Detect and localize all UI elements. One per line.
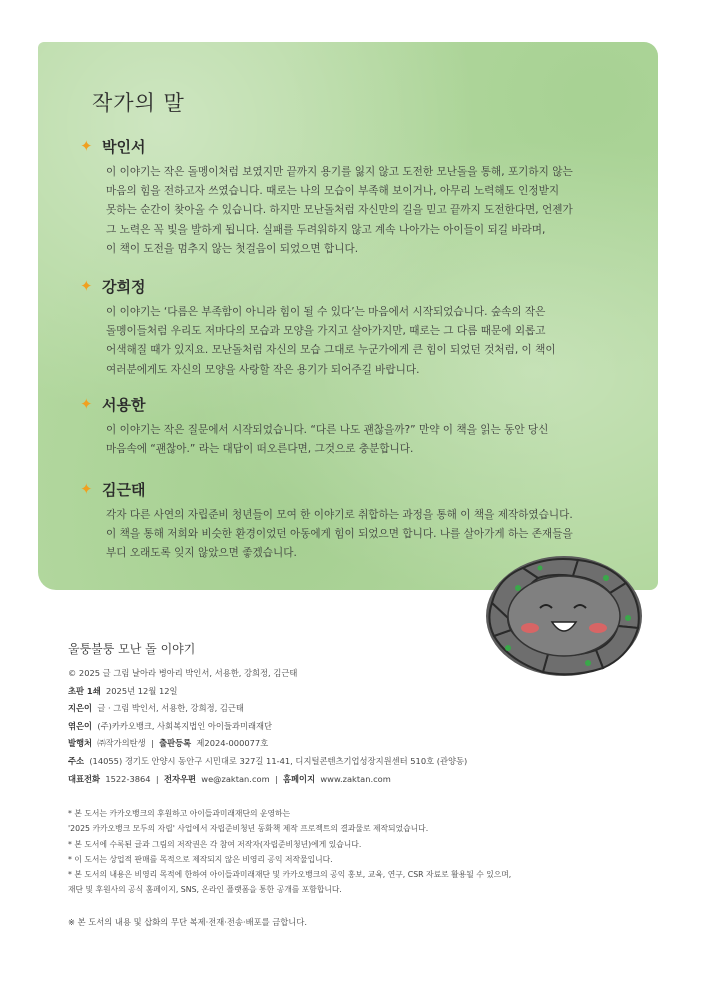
- message-line: 그 노력은 꼭 빛을 발하게 됩니다. 실패를 두려워하지 않고 계속 나아가는 아이들이 되길 바라며,: [106, 223, 546, 236]
- message-line: 마음속에 “괜찮아.” 라는 대답이 떠오른다면, 그것으로 충분합니다.: [106, 443, 414, 456]
- note-line: * 본 도서의 내용은 비영리 목적에 한하여 아이들과미래재단 및 카카오뱅크의 공익 홍보, 교육, 연구, CSR 자료로 활용될 수 있으며,: [68, 870, 512, 880]
- address-line: [68, 753, 467, 771]
- star-icon: ✦: [80, 136, 93, 155]
- message-line: 어색해질 때가 있지요. 모난돌처럼 자신의 모습 그대로 누군가에게 큰 힘이 되었던 것처럼, 이 책이: [106, 344, 556, 357]
- message-line: 마음의 힘을 전하고자 쓰였습니다. 때로는 나의 모습이 부족해 보이거나, 아무리 노력해도 인정받지: [106, 185, 560, 198]
- author-name: 김근태: [102, 480, 146, 499]
- page-title: 작가의 말: [92, 91, 185, 115]
- copyright-line: © 2025 글 그림 날아라 병아리 박인서, 서용한, 강희정, 김근태: [68, 668, 298, 678]
- authors-line: [68, 700, 467, 718]
- publisher-value: ㈜작가의탄생: [97, 738, 146, 749]
- copyright-warning: ※ 본 도서의 내용 및 삽화의 무단 복제·전재·전송·배포를 금합니다.: [68, 917, 307, 927]
- star-icon: ✦: [80, 479, 93, 498]
- website-value: www.zaktan.com: [320, 773, 391, 784]
- message-line: 이 이야기는 작은 돌멩이처럼 보였지만 끝까지 용기를 잃지 않고 도전한 모난돌을 통해, 포기하지 않는: [106, 166, 573, 178]
- first-edition-value: 2025년 12월 12일: [106, 685, 178, 696]
- email-label: 전자우편: [163, 773, 196, 784]
- phone-value: 1522-3864: [105, 773, 151, 784]
- author-message: [106, 421, 605, 459]
- author-name: 강희정: [102, 277, 146, 296]
- phone-label: 대표전화: [68, 773, 101, 784]
- editors-label: 엮은이: [68, 720, 93, 731]
- star-icon: ✦: [80, 394, 93, 413]
- book-title: 울퉁불퉁 모난 돌 이야기: [68, 642, 196, 656]
- first-edition-label: 초판 1쇄: [68, 685, 101, 696]
- author-name: 서용한: [102, 395, 146, 414]
- note-line: 재단 및 후원사의 공식 홈페이지, SNS, 온라인 플랫폼을 통한 공개를 포함합니다.: [68, 885, 342, 895]
- note-line: '2025 카카오뱅크 모두의 자립' 사업에서 자립준비청년 동화책 제작 프로젝트의 결과물로 제작되었습니다.: [68, 824, 429, 834]
- message-line: 여러분에게도 자신의 모양을 사랑할 작은 용기가 되어주길 바랍니다.: [106, 363, 420, 376]
- address-value: (14055) 경기도 안양시 동안구 시민대로 327길 11-41, 디지털콘텐츠기업성장지원센터 510호 (관양동): [89, 755, 468, 766]
- note-line: * 이 도서는 상업적 판매를 목적으로 제작되지 않은 비영리 공익 저작물입니다.: [68, 854, 333, 864]
- message-line: 이 이야기는 작은 질문에서 시작되었습니다. “다른 나도 괜찮을까?” 만약 이 책을 읽는 동안 당신: [106, 424, 549, 436]
- author-section-3: [80, 393, 605, 459]
- authors-label: 지은이: [68, 703, 93, 714]
- author-message: [106, 303, 605, 380]
- colophon: [68, 665, 467, 788]
- email-value: we@zaktan.com: [201, 773, 270, 784]
- registration-label: 출판등록: [159, 738, 192, 749]
- author-section-1: [80, 135, 605, 259]
- message-line: 이 책이 도전을 멈추지 않는 첫걸음이 되었으면 합니다.: [106, 242, 359, 255]
- message-line: 부디 오래도록 잊지 않았으면 좋겠습니다.: [106, 547, 297, 560]
- smiling-rock-illustration: [478, 548, 648, 678]
- note-line: * 본 도서는 카카오뱅크의 후원하고 아이들과미래재단의 운영하는: [68, 809, 291, 818]
- star-icon: ✦: [80, 276, 93, 295]
- address-label: 주소: [68, 755, 85, 766]
- contact-line: 대표전화 1522-3864 | 전자우편 we@zaktan.com | 홈페이지 www.zaktan.com: [68, 773, 391, 784]
- message-line: 이 책을 통해 저희와 비슷한 환경이었던 아동에게 힘이 되었으면 합니다. 나를 살아가게 하는 존재들을: [106, 528, 573, 541]
- editors-line: [68, 718, 467, 736]
- author-section-2: [80, 275, 605, 380]
- publisher-line: 발행처 ㈜작가의탄생 | 출판등록 제2024-000077호: [68, 738, 269, 749]
- authors-value: 글 · 그림 박인서, 서용한, 강희정, 김근태: [97, 703, 244, 714]
- message-line: 못하는 순간이 찾아올 수 있습니다. 하지만 모난돌처럼 자신만의 길을 믿고 끝까지 도전한다면, 언젠가: [106, 204, 573, 217]
- message-line: 이 이야기는 ‘다름은 부족함이 아니라 힘이 될 수 있다’는 마음에서 시작되었습니다. 숲속의 작은: [106, 306, 546, 318]
- website-label: 홈페이지: [283, 773, 316, 784]
- note-line: * 본 도서에 수록된 글과 그림의 저작권은 각 참여 저작자(자립준비청년)에게 있습니다.: [68, 839, 362, 849]
- message-line: 돌멩이들처럼 우리도 저마다의 모습과 모양을 가지고 살아가지만, 때로는 그 다름 때문에 외롭고: [106, 325, 546, 338]
- editors-value: (주)카카오뱅크, 사회복지법인 아이들과미래재단: [97, 720, 273, 731]
- registration-value: 제2024-000077호: [196, 738, 269, 749]
- first-edition-line: [68, 683, 467, 701]
- message-line: 각자 다른 사연의 자립준비 청년들이 모여 한 이야기로 취합하는 과정을 통해 이 책을 제작하였습니다.: [106, 509, 573, 521]
- notes: [68, 806, 511, 898]
- author-name: 박인서: [102, 137, 146, 156]
- author-message: [106, 163, 605, 259]
- publisher-label: 발행처: [68, 738, 93, 749]
